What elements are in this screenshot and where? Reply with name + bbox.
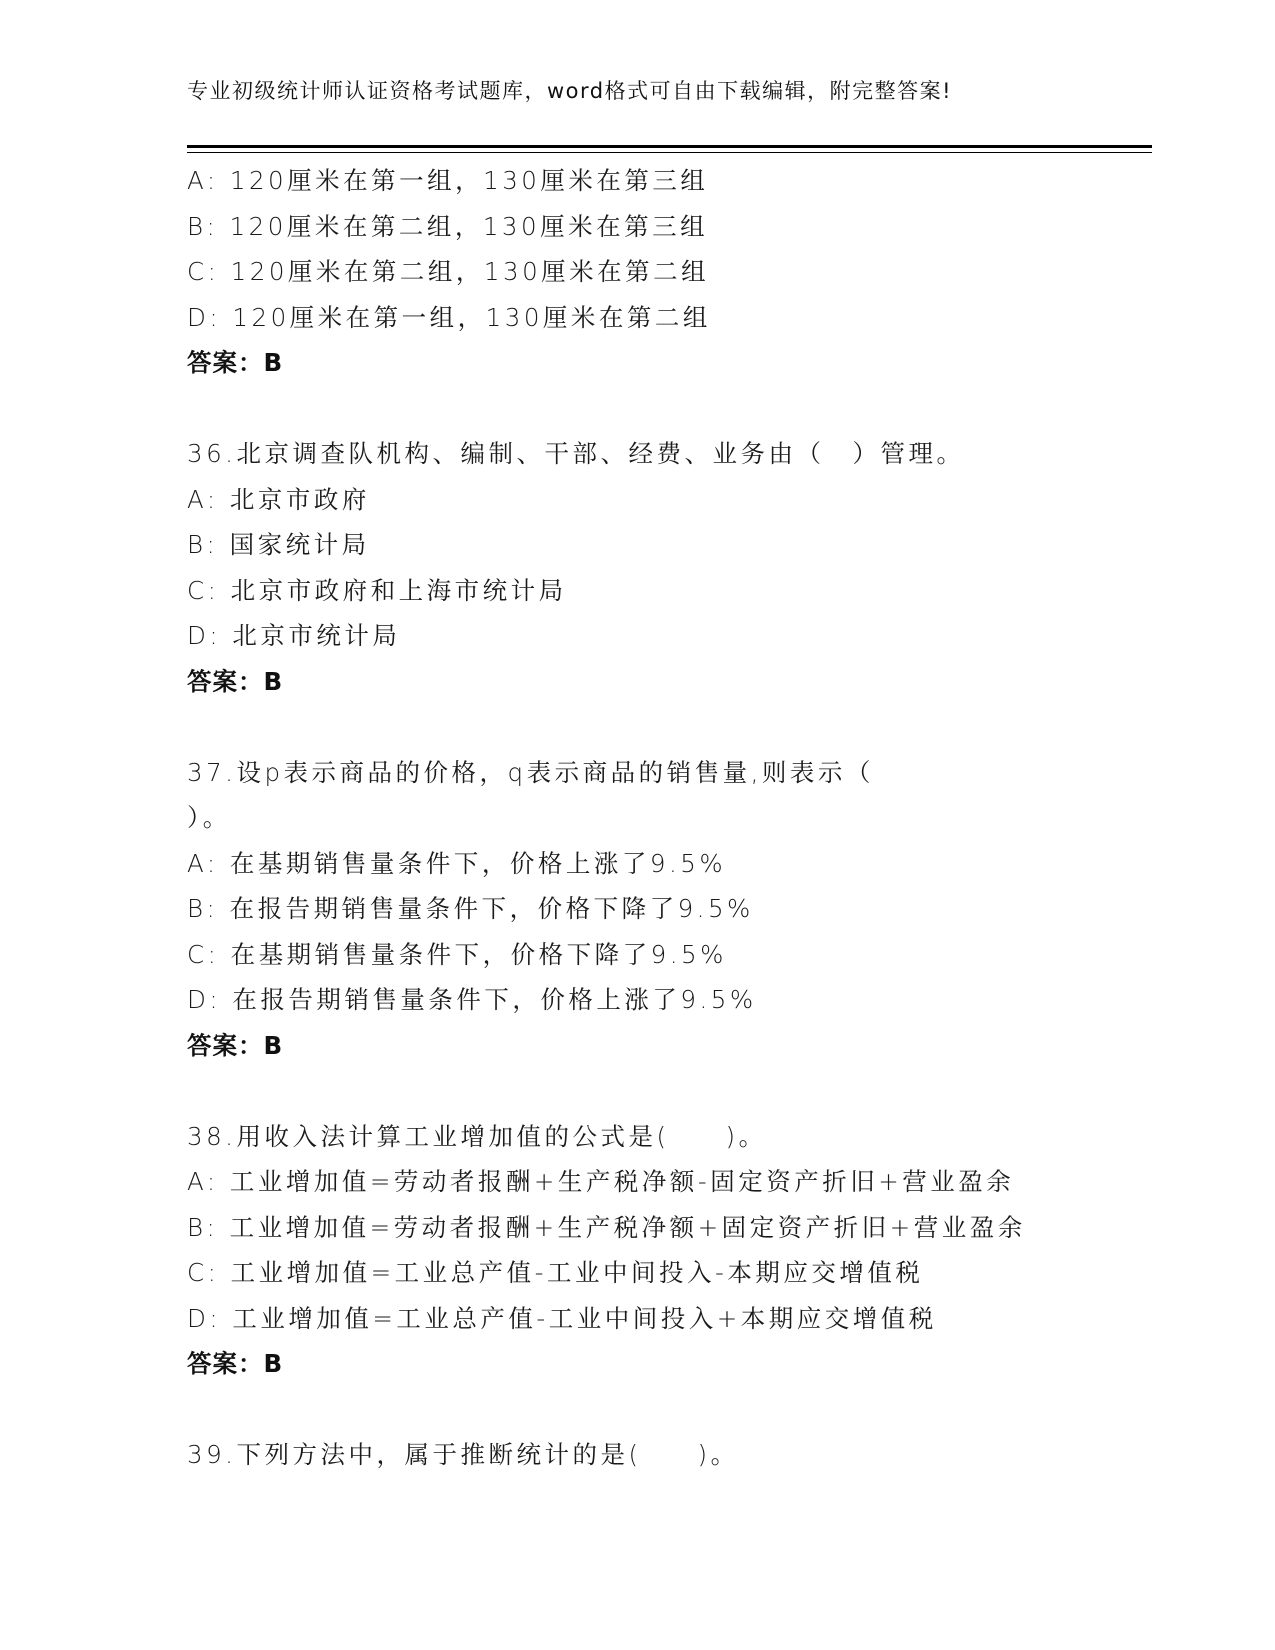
spacer [187,386,1087,432]
question-text-continued: ）。 [187,803,231,832]
answer-line: 答案：B [187,1349,284,1378]
question-text: 38.用收入法计算工业增加值的公式是( )。 [187,1121,767,1151]
option-line: D: 工业增加值=工业总产值-工业中间投入+本期应交增值税 [187,1303,937,1333]
option-line: B: 国家统计局 [187,530,370,559]
option-line: C: 工业增加值=工业总产值-工业中间投入-本期应交增值税 [187,1258,924,1287]
option-line: A: 工业增加值=劳动者报酬+生产税净额-固定资产折旧+营业盈余 [187,1167,1015,1196]
header-rule-thin [187,152,1152,153]
answer-line: 答案：B [187,348,284,377]
option-line: A: 在基期销售量条件下，价格上涨了9.5% [187,848,727,878]
option-line: B: 在报告期销售量条件下，价格下降了9.5% [187,894,754,923]
question-text: 37.设p表示商品的价格，q表示商品的销售量,则表示（ [187,757,874,787]
header-rule-thick [187,145,1152,148]
option-line: D: 北京市统计局 [187,621,401,650]
answer-line: 答案：B [187,666,284,696]
spacer [187,704,1087,750]
page-header: 专业初级统计师认证资格考试题库，word格式可自由下载编辑，附完整答案! [187,79,953,103]
option-line: A: 北京市政府 [187,484,370,514]
option-line: C: 北京市政府和上海市统计局 [187,575,567,605]
option-line: C: 120厘米在第二组，130厘米在第二组 [187,257,710,286]
question-list [187,158,1087,1478]
question-text: 39.下列方法中，属于推断统计的是( )。 [187,1440,739,1469]
option-line: D: 120厘米在第一组，130厘米在第二组 [187,302,711,332]
option-line: B: 工业增加值=劳动者报酬+生产税净额+固定资产折旧+营业盈余 [187,1212,1026,1242]
spacer [187,1068,1087,1114]
question-text: 36.北京调查队机构、编制、干部、经费、业务由（ ）管理。 [187,439,965,468]
answer-line: 答案：B [187,1030,284,1060]
option-line: B: 120厘米在第二组，130厘米在第三组 [187,211,709,241]
option-line: A: 120厘米在第一组，130厘米在第三组 [187,166,709,195]
option-line: C: 在基期销售量条件下，价格下降了9.5% [187,939,727,969]
spacer [187,1387,1087,1433]
option-line: D: 在报告期销售量条件下，价格上涨了9.5% [187,985,757,1014]
